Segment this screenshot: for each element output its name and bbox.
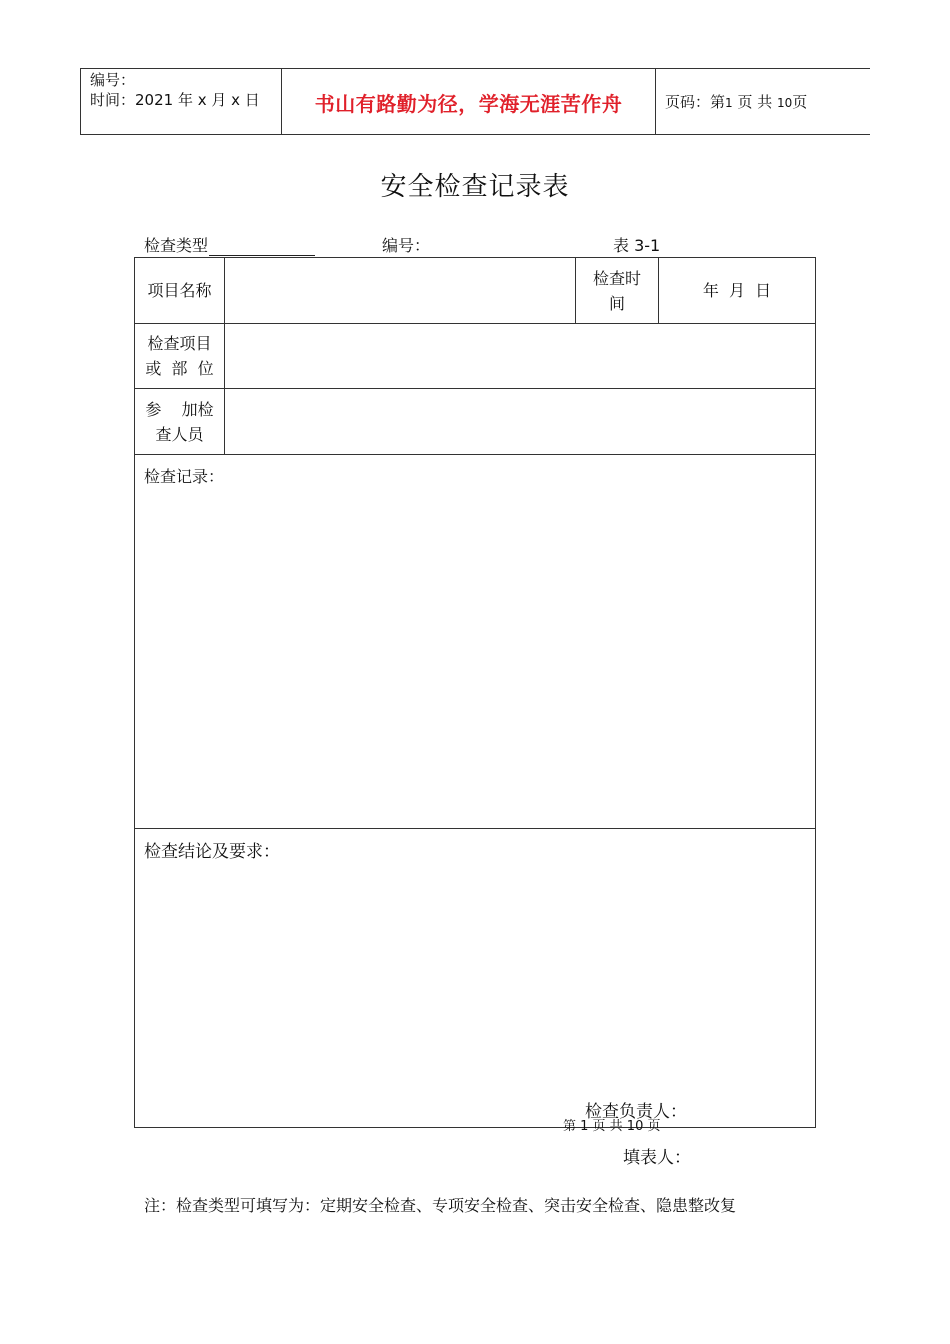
check-time-label-line2: 间 (608, 294, 625, 313)
inspection-table (134, 257, 816, 1134)
table-id: 表 3-1 (613, 236, 661, 255)
filler-label: 填表人： (623, 1148, 691, 1168)
record-label: 检查记录： (144, 467, 225, 486)
conclusion-label: 检查结论及要求： (144, 842, 280, 862)
check-item-field[interactable] (225, 324, 815, 388)
header-motto: 书山有路勤为径，学海无涯苦作舟 (314, 92, 623, 116)
check-time-label (576, 266, 658, 316)
row-divider (135, 828, 815, 829)
meta-number-label: 编号： (382, 236, 431, 255)
check-type-label: 检查类型 (144, 236, 209, 255)
page-prefix: 页码：第 (665, 93, 726, 111)
check-date-value[interactable]: 年 月 日 (702, 281, 772, 300)
page-suffix: 页 (792, 93, 808, 111)
header-box (80, 68, 870, 135)
document-title: 安全检查记录表 (380, 172, 570, 202)
header-time: 时间：2021 年 x 月 x 日 (90, 91, 260, 109)
project-name-field[interactable] (225, 258, 575, 323)
record-field[interactable] (135, 488, 815, 826)
page-current: 1 (725, 96, 733, 110)
project-name-label: 项目名称 (147, 281, 212, 300)
check-item-label (135, 331, 224, 381)
participants-label-line2: 查人员 (155, 425, 204, 444)
conclusion-field[interactable] (135, 863, 815, 1093)
check-time-label-line1: 检查时 (592, 269, 641, 288)
page-total: 10 (777, 96, 793, 110)
header-meta (90, 70, 260, 110)
row-divider (135, 454, 815, 455)
footnote: 注：检查类型可填写为：定期安全检查、专项安全检查、突击安全检查、隐患整改复 (144, 1196, 737, 1215)
responsible-label: 检查负责人： (585, 1102, 687, 1122)
header-page-indicator (665, 91, 807, 112)
participants-field[interactable] (225, 389, 815, 454)
participants-label (135, 397, 224, 447)
header-divider-right (655, 69, 656, 134)
check-item-label-line1: 检查项目 (147, 334, 212, 353)
header-number-label: 编号： (90, 71, 136, 89)
check-item-label-line2: 或 部 位 (145, 359, 214, 378)
page-footer: 第 1 页 共 10 页 (563, 1119, 661, 1134)
check-type (144, 233, 315, 256)
participants-label-line1: 参 加检 (145, 400, 214, 419)
check-type-field[interactable] (209, 239, 315, 256)
page-mid: 页 共 (737, 93, 773, 111)
